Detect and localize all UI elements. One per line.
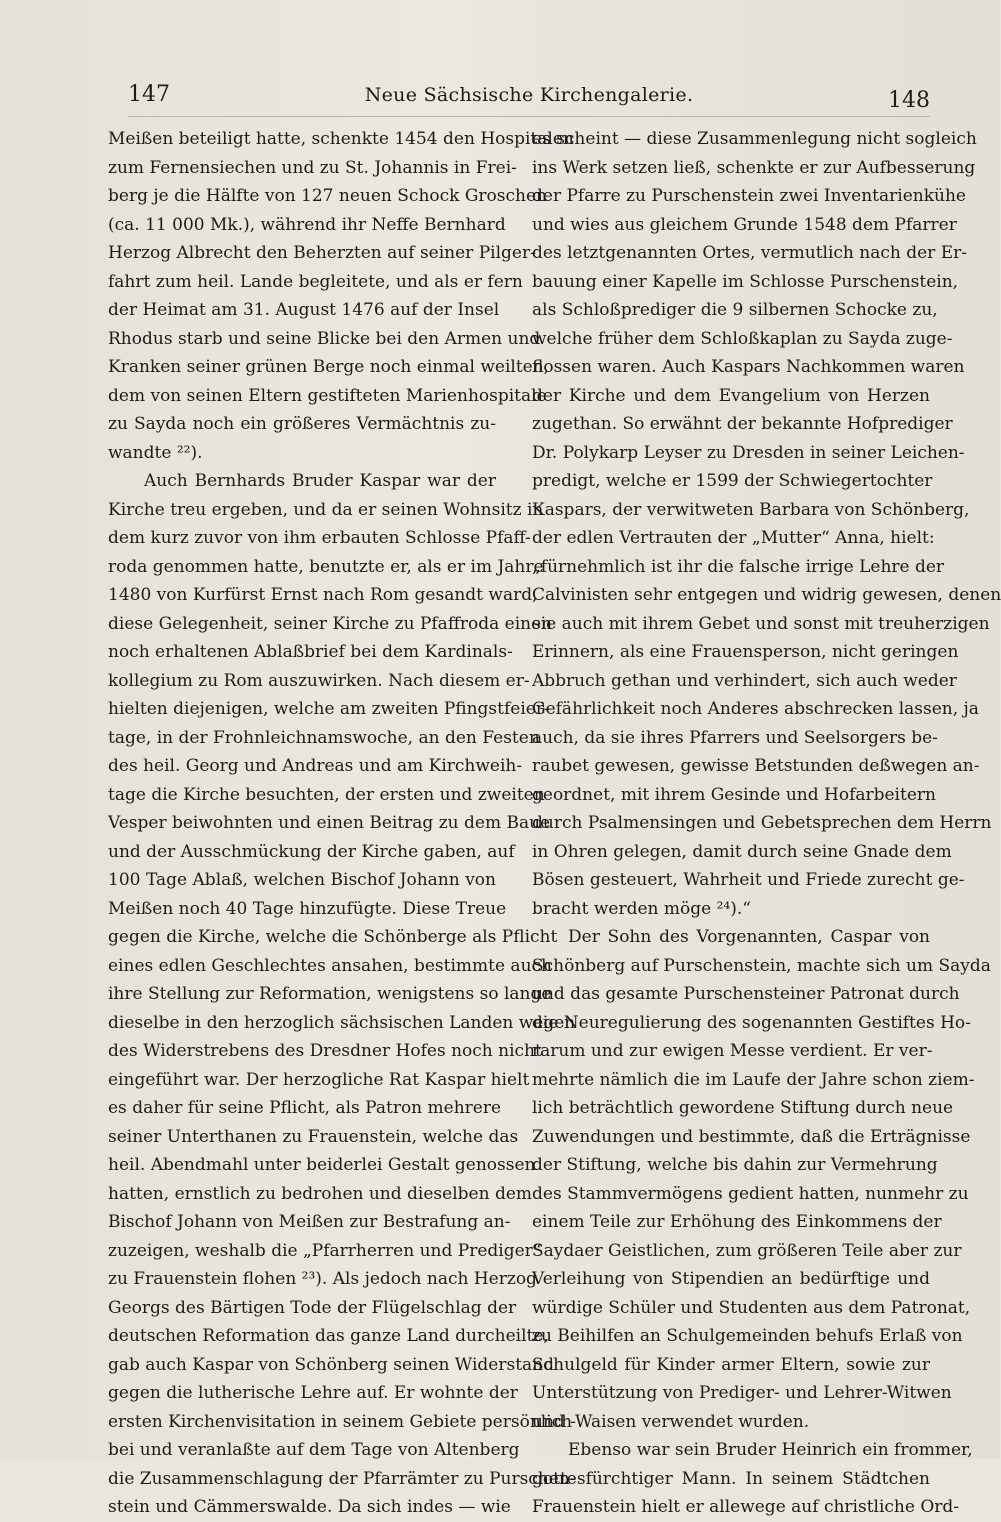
text-line: Calvinisten sehr entgegen und widrig gewesen, denen [532, 585, 1001, 605]
page-number-right: 148 [888, 88, 930, 113]
text-line: Meißen beteiligt hatte, schenkte 1454 den Hospitalen [108, 129, 574, 149]
text-line: hatten, ernstlich zu bedrohen und dieselben dem [108, 1183, 533, 1204]
text-line: sie auch mit ihrem Gebet und sonst mit treuherzigen [532, 613, 990, 634]
running-title: Neue Sächsische Kirchengalerie. [364, 84, 694, 106]
text-line: eines edlen Geschlechtes ansahen, bestimmte auch [108, 955, 552, 976]
text-line: einem Teile zur Erhöhung des Einkommens der [532, 1212, 942, 1232]
text-line: Vesper beiwohnten und einen Beitrag zu dem Baue [108, 813, 551, 833]
text-line: Auch Bernhards Bruder Kaspar war der [144, 471, 496, 491]
text-line: eingeführt war. Der herzogliche Rat Kaspar hielt [108, 1069, 530, 1090]
text-line: Schulgeld für Kinder armer Eltern, sowie zur [532, 1354, 930, 1375]
text-line: berg je die Hälfte von 127 neuen Schock Groschen [108, 186, 547, 206]
text-line: predigt, welche er 1599 der Schwiegertochter [532, 471, 933, 491]
text-line: durch Psalmensingen und Gebetsprechen dem Herrn [532, 813, 992, 833]
text-line: zu Sayda noch ein größeres Vermächtnis zu- [108, 414, 496, 434]
text-line: gab auch Kaspar von Schönberg seinen Widerstand [108, 1354, 555, 1375]
text-line: dieselbe in den herzoglich sächsischen Landen wegen [108, 1012, 576, 1033]
text-line: Verleihung von Stipendien an bedürftige und [532, 1269, 930, 1289]
text-line: die Neuregulierung des sogenannten Gestiftes Ho- [532, 1012, 971, 1033]
text-line: die Zusammenschlagung der Pfarrämter zu Purschen- [108, 1468, 576, 1489]
text-line: Bösen gesteuert, Wahrheit und Friede zurecht ge- [532, 870, 965, 890]
text-line: seiner Unterthanen zu Frauenstein, welche das [108, 1126, 519, 1147]
running-header [128, 82, 930, 112]
text-line: welche früher dem Schloßkaplan zu Sayda zuge- [532, 328, 953, 349]
text-line: es daher für seine Pflicht, als Patron mehrere [108, 1098, 502, 1118]
text-line: Saydaer Geistlichen, zum größeren Teile aber zur [532, 1240, 962, 1261]
text-line: deutschen Reformation das ganze Land durcheilte, [108, 1326, 549, 1346]
text-line: es scheint — diese Zusammenlegung nicht sogleich [532, 129, 977, 149]
text-line: mehrte nämlich die im Laufe der Jahre schon ziem- [532, 1069, 975, 1090]
text-line: zugethan. So erwähnt der bekannte Hofprediger [532, 414, 953, 434]
text-line: noch erhaltenen Ablaßbrief bei dem Kardinals- [108, 642, 513, 662]
text-line: zum Fernensiechen und zu St. Johannis in Frei- [108, 157, 517, 178]
text-line: tage, in der Frohnleichnamswoche, an den Festen [108, 727, 540, 748]
text-line: Rhodus starb und seine Blicke bei den Armen und [108, 328, 541, 349]
text-line: fahrt zum heil. Lande begleitete, und als er fern [108, 271, 523, 292]
text-line: Meißen noch 40 Tage hinzufügte. Diese Treue [108, 898, 507, 919]
text-line: roda genommen hatte, benutzte er, als er im Jahre [108, 556, 544, 577]
text-line: stein und Cämmerswalde. Da sich indes — wie [108, 1497, 511, 1517]
text-line: 1480 von Kurfürst Ernst nach Rom gesandt ward, [108, 585, 538, 605]
text-line: als Schloßprediger die 9 silbernen Schocke zu, [532, 300, 938, 320]
text-line: Kirche treu ergeben, und da er seinen Wohnsitz in [108, 499, 544, 520]
text-line: auch, da sie ihres Pfarrers und Seelsorgers be- [532, 727, 938, 748]
page-number-left: 147 [128, 82, 170, 107]
text-line: zu Beihilfen an Schulgemeinden behufs Erlaß von [532, 1326, 963, 1346]
text-line: Erinnern, als eine Frauensperson, nicht geringen [532, 642, 959, 662]
text-line: ins Werk setzen ließ, schenkte er zur Aufbesserung [532, 157, 976, 178]
text-line: bauung einer Kapelle im Schlosse Purschenstein, [532, 271, 959, 292]
text-line: in Ohren gelegen, damit durch seine Gnade dem [532, 841, 952, 862]
text-line: heil. Abendmahl unter beiderlei Gestalt genossen [108, 1155, 536, 1175]
text-line: rarum und zur ewigen Messe verdient. Er ver- [532, 1041, 933, 1061]
text-line: Abbruch gethan und verhindert, sich auch weder [532, 670, 957, 691]
header-rule [128, 116, 930, 117]
text-line: des letztgenannten Ortes, vermutlich nach der Er- [532, 243, 967, 263]
text-line: (ca. 11 000 Mk.), während ihr Neffe Bernhard [108, 214, 506, 235]
text-line: und wies aus gleichem Grunde 1548 dem Pfarrer [532, 214, 957, 235]
text-line: dem kurz zuvor von ihm erbauten Schlosse Pfaff- [108, 528, 531, 548]
text-line: Zuwendungen und bestimmte, daß die Erträgnisse [532, 1126, 971, 1147]
text-line: diese Gelegenheit, seiner Kirche zu Pfaffroda einen [108, 613, 553, 634]
text-line: würdige Schüler und Studenten aus dem Patronat, [532, 1297, 971, 1318]
text-line: bei und veranlaßte auf dem Tage von Altenberg [108, 1440, 520, 1460]
text-line: dem von seinen Eltern gestifteten Marienhospitale [108, 385, 547, 406]
text-line: Unterstützung von Prediger- und Lehrer-Witwen [532, 1383, 952, 1403]
text-line: lich beträchtlich gewordene Stiftung durch neue [532, 1098, 954, 1118]
text-line: der Heimat am 31. August 1476 auf der Insel [108, 300, 500, 320]
text-line: Schönberg auf Purschenstein, machte sich um Sayda [532, 955, 991, 976]
text-line: und das gesamte Purschensteiner Patronat durch [532, 984, 960, 1004]
text-line: des Widerstrebens des Dresdner Hofes noch nicht [108, 1041, 542, 1061]
text-line: Frauenstein hielt er allewege auf christliche Ord- [532, 1497, 960, 1517]
text-line: Kranken seiner grünen Berge noch einmal weilten, [108, 357, 550, 377]
text-line: zuzeigen, weshalb die „Pfarrherren und Prediger“ [108, 1240, 542, 1261]
right-text-column [532, 125, 1001, 1522]
text-line: des heil. Georg und Andreas und am Kirchweih- [108, 756, 523, 776]
text-line: Herzog Albrecht den Beherzten auf seiner Pilger- [108, 243, 536, 263]
text-line: ihre Stellung zur Reformation, wenigstens so lange [108, 984, 552, 1004]
text-line: kollegium zu Rom auszuwirken. Nach diesem er- [108, 670, 530, 691]
text-line: geordnet, mit ihrem Gesinde und Hofarbeitern [532, 784, 936, 805]
text-line: flossen waren. Auch Kaspars Nachkommen waren [532, 357, 965, 377]
text-line: Der Sohn des Vorgenannten, Caspar von [568, 927, 930, 947]
text-line: und -Waisen verwendet wurden. [532, 1411, 810, 1432]
text-line: „fürnehmlich ist ihr die falsche irrige Lehre der [532, 556, 945, 577]
text-line: Georgs des Bärtigen Tode der Flügelschlag der [108, 1297, 517, 1318]
text-line: Bischof Johann von Meißen zur Bestrafung an- [108, 1212, 511, 1232]
text-line: der Kirche und dem Evangelium von Herzen [532, 385, 930, 406]
text-line: der Pfarre zu Purschenstein zwei Inventarienkühe [532, 186, 966, 206]
text-line: tage die Kirche besuchten, der ersten und zweiten [108, 784, 545, 805]
text-line: des Stammvermögens gedient hatten, nunmehr zu [532, 1183, 969, 1204]
text-line: Dr. Polykarp Leyser zu Dresden in seiner Leichen- [532, 442, 965, 463]
text-line: wandte ²²). [108, 442, 203, 463]
text-line: gegen die Kirche, welche die Schönberge als Pflicht [108, 927, 558, 947]
text-line: und der Ausschmückung der Kirche gaben, auf [108, 841, 515, 862]
text-line: ersten Kirchenvisitation in seinem Gebiete persönlich [108, 1411, 573, 1432]
text-line: Ebenso war sein Bruder Heinrich ein frommer, [568, 1440, 973, 1460]
left-text-column [108, 125, 576, 1522]
text-line: Gefährlichkeit noch Anderes abschrecken lassen, ja [532, 699, 979, 719]
text-line: hielten diejenigen, welche am zweiten Pfingstfeier- [108, 699, 550, 719]
text-line: zu Frauenstein flohen ²³). Als jedoch nach Herzog [108, 1269, 537, 1289]
text-line: gegen die lutherische Lehre auf. Er wohnte der [108, 1383, 518, 1403]
text-line: der edlen Vertrauten der „Mutter“ Anna, hielt: [532, 528, 935, 548]
text-line: der Stiftung, welche bis dahin zur Vermehrung [532, 1155, 938, 1175]
text-line: raubet gewesen, gewisse Betstunden deßwegen an- [532, 756, 980, 776]
text-line: 100 Tage Ablaß, welchen Bischof Johann von [108, 870, 496, 890]
text-line: gottesfürchtiger Mann. In seinem Städtchen [532, 1468, 930, 1489]
text-line: Kaspars, der verwitweten Barbara von Schönberg, [532, 499, 970, 520]
text-line: bracht werden möge ²⁴).“ [532, 898, 751, 919]
